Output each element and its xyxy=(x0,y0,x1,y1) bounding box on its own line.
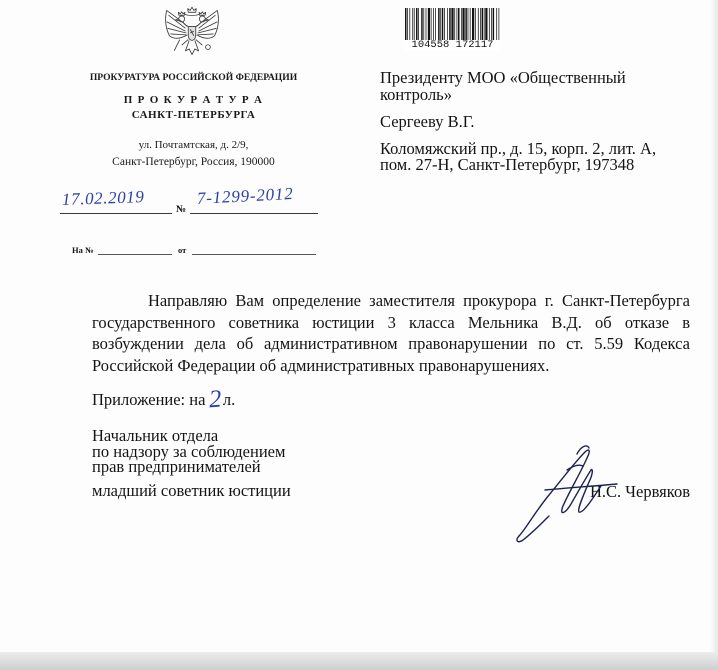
signatory-position-line: по надзору за соблюдением xyxy=(92,441,286,461)
sender-title: П Р О К У Р А Т У Р А xyxy=(123,94,264,106)
recipient-name: Сергееву В.Г. xyxy=(380,112,475,131)
date-underline xyxy=(60,213,172,214)
registration-date: 17.02.2019 xyxy=(61,187,145,209)
sender-city: САНКТ-ПЕТЕРБУРГА xyxy=(131,109,256,121)
scan-edge-shadow xyxy=(710,0,718,652)
signatory-name: Н.С. Червяков xyxy=(590,482,690,501)
sender-address-line: ул. Почтамтская, д. 2/9, xyxy=(138,139,249,151)
body-line: государственного советника юстиции 3 класса Мельника В.Д. об отказе в xyxy=(92,312,690,332)
handwritten-signature xyxy=(505,440,625,545)
attachment-unit: л. xyxy=(222,390,236,409)
scan-bottom-edge xyxy=(0,652,718,670)
signatory-position xyxy=(92,428,285,475)
reference-number-blank xyxy=(98,254,172,255)
attachment-sheet-count: 2 xyxy=(208,385,223,414)
recipient-address-line: Коломяжский пр., д. 15, корп. 2, лит. А, xyxy=(380,139,657,158)
body-line: Направляю Вам определение заместителя прокурора г. Санкт-Петербурга xyxy=(148,291,690,310)
sender-address-line: Санкт-Петербург, Россия, 190000 xyxy=(112,156,275,168)
barcode-bar xyxy=(496,8,497,44)
barcode-bar xyxy=(405,8,406,44)
signatory-position-line: Начальник отдела xyxy=(92,426,219,445)
barcode-bar xyxy=(409,8,410,44)
coat-of-arms-icon xyxy=(161,5,223,61)
attachment-line xyxy=(92,385,236,414)
body-line: Российской Федерации об административных правонарушениях. xyxy=(92,356,550,376)
sender-organization: ПРОКУРАТУРА РОССИЙСКОЙ ФЕДЕРАЦИИ xyxy=(89,72,298,83)
number-underline xyxy=(190,213,318,214)
reference-date-blank xyxy=(192,254,316,255)
attachment-label: Приложение: на xyxy=(92,390,206,409)
signatory-position-line: прав предпринимателей xyxy=(92,457,261,476)
barcode-number: 104558 172117 xyxy=(405,40,500,51)
barcode-bar xyxy=(407,8,408,44)
signatory-rank: младший советник юстиции xyxy=(92,481,291,500)
registration-number: 7-1299-2012 xyxy=(196,183,294,208)
reference-number-label: На № xyxy=(72,245,94,255)
recipient-address-line: пом. 27-Н, Санкт-Петербург, 197348 xyxy=(380,155,635,174)
number-label: № xyxy=(176,204,187,215)
barcode-bar xyxy=(499,8,500,44)
reference-date-label: от xyxy=(178,245,187,255)
recipient-line: Президенту МОО «Общественный xyxy=(380,68,626,87)
recipient-line: контроль» xyxy=(380,85,452,104)
body-line: возбуждении дела об административном правонарушении по ст. 5.59 Кодекса xyxy=(92,334,690,354)
body-paragraph xyxy=(92,290,690,377)
